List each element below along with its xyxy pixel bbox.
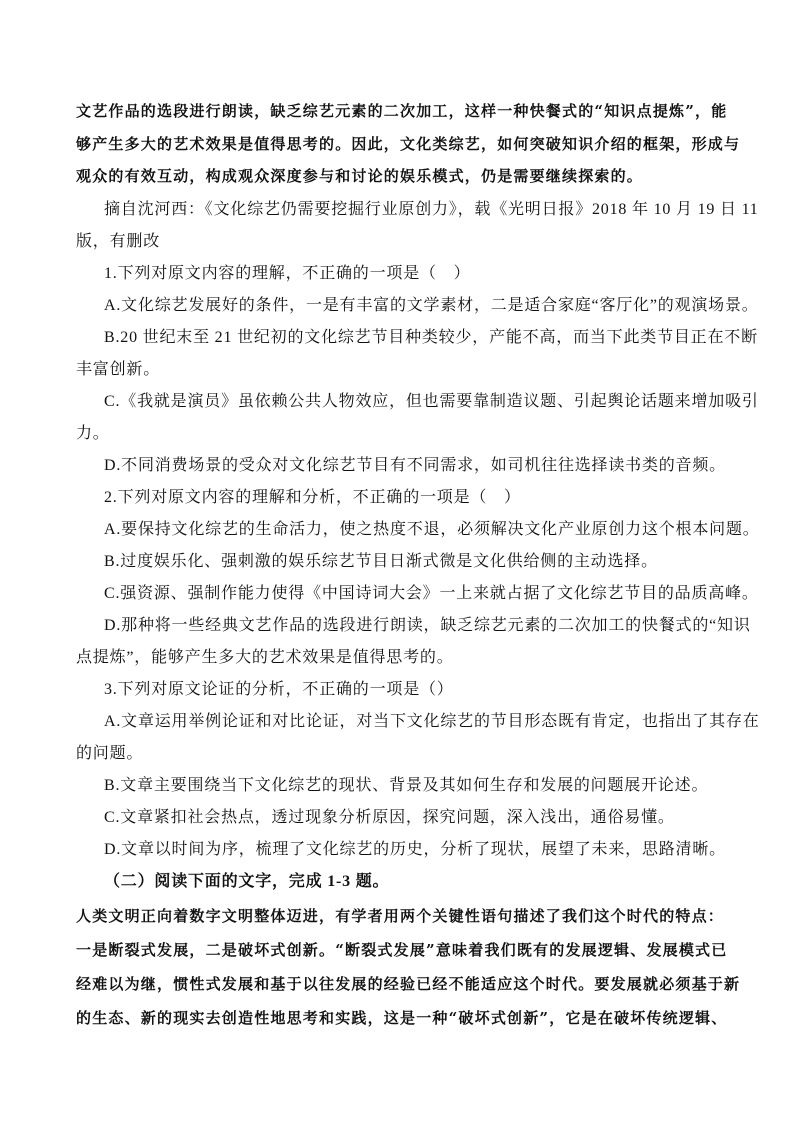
passage-line-4: 的生态、新的现实去创造性地思考和实践，这是一种“破坏式创新”，它是在破坏传统逻辑、 [76, 1009, 728, 1027]
q1-stem: 1.下列对原文内容的理解，不正确的一项是（ ） [104, 265, 471, 282]
q2-option-b: B.过度娱乐化、强刺激的娱乐综艺节目日渐式微是文化供给侧的主动选择。 [104, 553, 658, 570]
q1-option-b-line-2: 丰富创新。 [76, 361, 161, 378]
q1-option-c-line-1: C.《我就是演员》虽依赖公共人物效应，但也需要靠制造议题、引起舆论话题来增加吸引 [104, 393, 759, 410]
passage-line-3: 经难以为继，惯性式发展和基于以往发展的经验已经不能适应这个时代。要发展就必须基于新 [76, 975, 741, 993]
q2-option-d-line-1: D.那种将一些经典文艺作品的选段进行朗读，缺乏综艺元素的二次加工的快餐式的“知识 [104, 617, 751, 634]
intro-line-2: 够产生多大的艺术效果是值得思考的。因此，文化类综艺，如何突破知识介绍的框架，形成与 [76, 135, 741, 153]
q3-option-a-line-2: 的问题。 [76, 745, 144, 762]
q3-option-d: D.文章以时间为序，梳理了文化综艺的历史，分析了现状，展望了未来，思路清晰。 [104, 841, 726, 858]
intro-line-3: 观众的有效互动，构成观众深度参与和讨论的娱乐模式，仍是需要继续探索的。 [76, 167, 644, 185]
q2-option-a: A.要保持文化综艺的生命活力，使之热度不退，必须解决文化产业原创力这个根本问题。 [104, 521, 760, 538]
q3-option-a-line-1: A.文章运用举例论证和对比论证，对当下文化综艺的节目形态既有肯定，也指出了其存在 [104, 713, 760, 730]
source-line-2: 版，有删改 [76, 233, 161, 250]
q2-stem: 2.下列对原文内容的理解和分析，不正确的一项是（ ） [104, 489, 521, 506]
q3-stem: 3.下列对原文论证的分析，不正确的一项是（） [104, 681, 454, 698]
source-line-1: 摘自沈河西：《文化综艺仍需要挖掘行业原创力》，载《光明日报》2018 年 10 月 19 日 11 [104, 201, 759, 218]
q3-option-c: C.文章紧扣社会热点，透过现象分析原因，探究问题，深入浅出，通俗易懂。 [104, 809, 675, 826]
q3-option-b: B.文章主要围绕当下文化综艺的现状、背景及其如何生存和发展的问题展开论述。 [104, 777, 709, 794]
q2-option-d-line-2: 点提炼”，能够产生多大的艺术效果是值得思考的。 [76, 649, 454, 666]
passage-line-2: 一是断裂式发展，二是破坏式创新。“断裂式发展”意味着我们既有的发展逻辑、发展模式已 [76, 941, 728, 959]
q1-option-a: A.文化综艺发展好的条件，一是有丰富的文学素材，二是适合家庭“客厅化”的观演场景。 [104, 297, 759, 314]
passage-line-1: 人类文明正向着数字文明整体迈进，有学者用两个关键性语句描述了我们这个时代的特点： [76, 907, 725, 925]
intro-line-1: 文艺作品的选段进行朗读，缺乏综艺元素的二次加工，这样一种快餐式的“知识点提炼”，能 [76, 102, 728, 120]
q1-option-c-line-2: 力。 [76, 425, 110, 442]
q1-option-d: D.不同消费场景的受众对文化综艺节目有不同需求，如司机往往选择读书类的音频。 [104, 457, 726, 474]
q2-option-c: C.强资源、强制作能力使得《中国诗词大会》一上来就占据了文化综艺节目的品质高峰。 [104, 585, 759, 602]
section-heading: （二）阅读下面的文字，完成 1-3 题。 [104, 873, 390, 890]
q1-option-b-line-1: B.20 世纪末至 21 世纪初的文化综艺节目种类较少，产能不高，而当下此类节目正在不断 [104, 329, 758, 346]
